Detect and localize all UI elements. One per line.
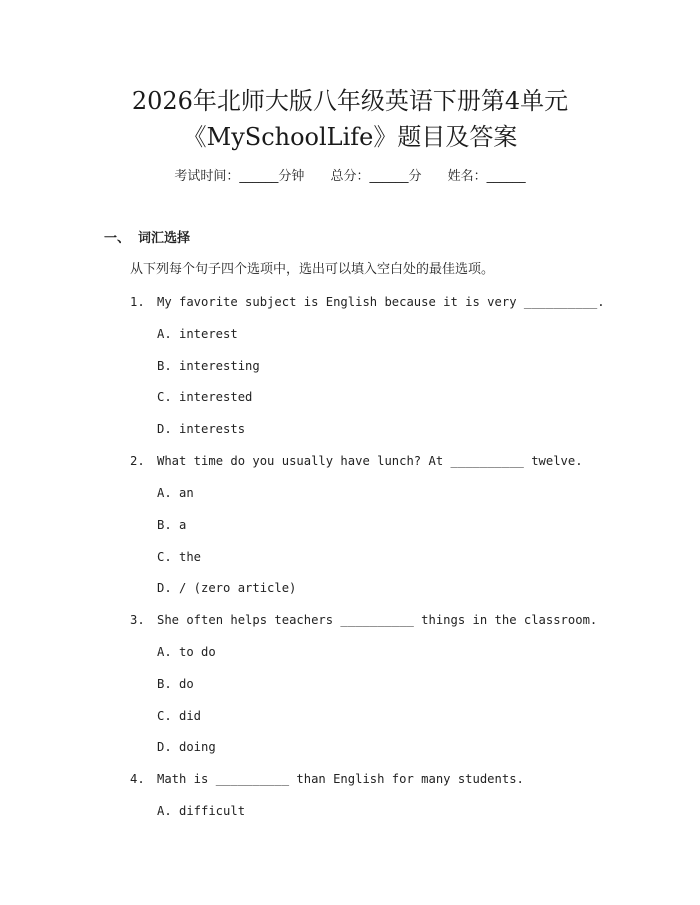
option-letter: B. bbox=[157, 677, 172, 691]
option-letter: A. bbox=[157, 645, 172, 659]
option-letter: A. bbox=[157, 486, 172, 500]
option-text: did bbox=[179, 709, 202, 723]
question-text: Math is __________ than English for many students. bbox=[157, 772, 524, 786]
question bbox=[130, 451, 583, 471]
option-letter: B. bbox=[157, 518, 172, 532]
question-number: 1. bbox=[130, 295, 145, 309]
question-text: What time do you usually have lunch? At __________ twelve. bbox=[157, 454, 583, 468]
exam-time: 考试时间：______分钟 bbox=[174, 169, 305, 184]
question bbox=[130, 292, 605, 312]
option-text: a bbox=[179, 518, 187, 532]
option-letter: A. bbox=[157, 327, 172, 341]
option bbox=[157, 483, 194, 503]
document-title-line-2: 《MySchoolLife》题目及答案 bbox=[182, 123, 518, 151]
option-letter: B. bbox=[157, 359, 172, 373]
option-text: the bbox=[179, 550, 202, 564]
option-letter: D. bbox=[157, 422, 172, 436]
option-text: difficult bbox=[179, 804, 246, 818]
option bbox=[157, 642, 216, 662]
section-instruction: 从下列每个句子四个选项中，选出可以填入空白处的最佳选项。 bbox=[130, 262, 495, 277]
option-letter: D. bbox=[157, 740, 172, 754]
option bbox=[157, 419, 245, 439]
option-text: to do bbox=[179, 645, 216, 659]
section-number: 一、 bbox=[104, 231, 131, 246]
exam-meta bbox=[0, 167, 700, 187]
option-text: interesting bbox=[179, 359, 260, 373]
student-name: 姓名：______ bbox=[447, 169, 526, 184]
option-text: do bbox=[179, 677, 194, 691]
question-number: 3. bbox=[130, 613, 145, 627]
option-text: / (zero article) bbox=[179, 581, 297, 595]
option-text: interests bbox=[179, 422, 246, 436]
option bbox=[157, 737, 216, 757]
option-text: an bbox=[179, 486, 194, 500]
exam-total-score: 总分：______分 bbox=[330, 169, 422, 184]
option bbox=[157, 706, 201, 726]
section-title: 词汇选择 bbox=[138, 231, 191, 246]
option-letter: C. bbox=[157, 709, 172, 723]
section-heading bbox=[104, 229, 190, 249]
question-text: My favorite subject is English because it is very __________. bbox=[157, 295, 605, 309]
question bbox=[130, 610, 597, 630]
option bbox=[157, 674, 194, 694]
question-number: 4. bbox=[130, 772, 145, 786]
option-text: interest bbox=[179, 327, 238, 341]
question-number: 2. bbox=[130, 454, 145, 468]
question-text: She often helps teachers __________ things in the classroom. bbox=[157, 613, 598, 627]
option bbox=[157, 801, 245, 821]
option-text: interested bbox=[179, 390, 253, 404]
option-text: doing bbox=[179, 740, 216, 754]
option-letter: D. bbox=[157, 581, 172, 595]
option bbox=[157, 547, 201, 567]
document-title-line-1: 2026年北师大版八年级英语下册第4单元 bbox=[131, 87, 569, 115]
option-letter: C. bbox=[157, 550, 172, 564]
option bbox=[157, 324, 238, 344]
option bbox=[157, 578, 296, 598]
question bbox=[130, 769, 524, 789]
option-letter: A. bbox=[157, 804, 172, 818]
option bbox=[157, 515, 186, 535]
option bbox=[157, 356, 260, 376]
option-letter: C. bbox=[157, 390, 172, 404]
option bbox=[157, 387, 252, 407]
